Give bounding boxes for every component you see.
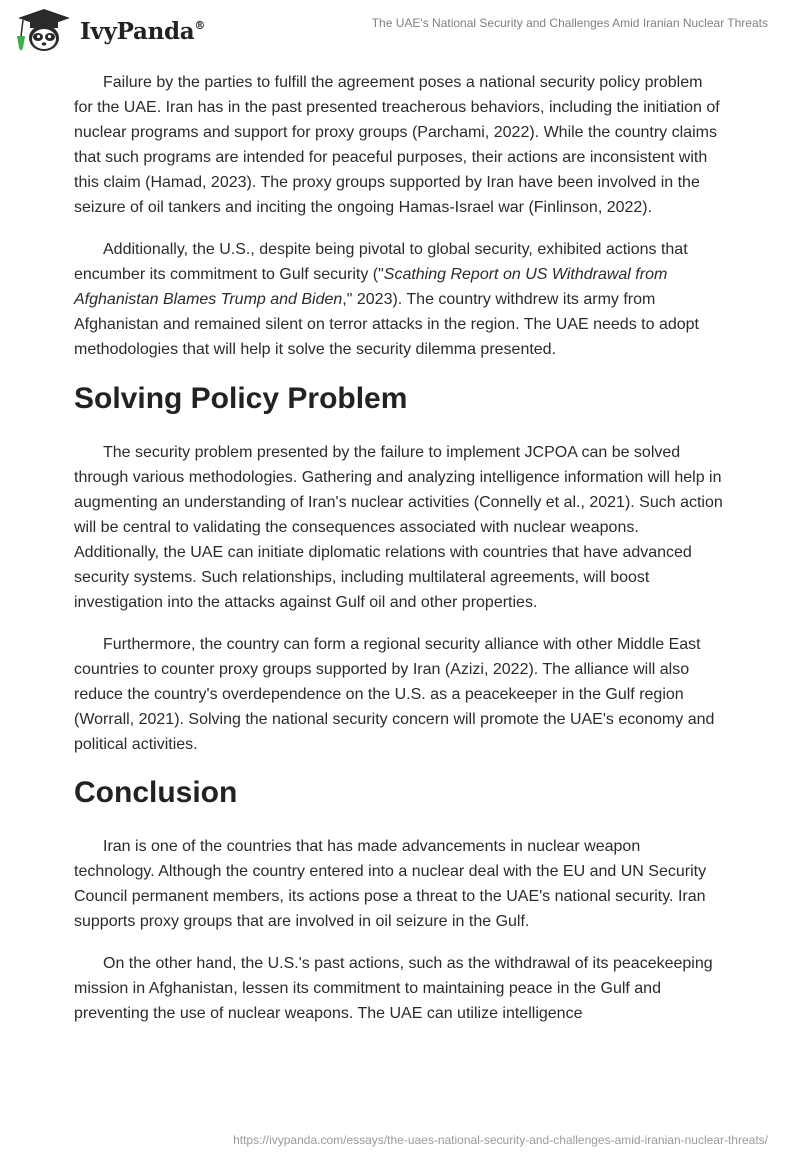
heading-conclusion: Conclusion (74, 776, 238, 809)
heading-solving-policy-problem: Solving Policy Problem (74, 382, 408, 415)
panda-graduate-icon (14, 8, 76, 52)
paragraph-1: Failure by the parties to fulfill the agreement poses a national security policy problem for the UAE. Iran has in the past presented treacherous behaviors, including the initiation of nuclear programs and support for proxy groups (Parchami, 2022). While the country claims that such programs are intended for peaceful purposes, their actions are inconsistent with this claim (Hamad, 2023). The proxy groups supported by Iran have been involved in the seizure of oil tankers and inciting the ongoing Hamas-Israel war (Finlinson, 2022). (74, 74, 720, 216)
source-url[interactable]: https://ivypanda.com/essays/the-uaes-national-security-and-challenges-amid-iranian-nuclear-threats/ (233, 1133, 768, 1147)
cited-report-title: Scathing Report on US Withdrawal from Afghanistan Blames Trump and Biden (74, 266, 668, 308)
registered-mark: ® (194, 19, 206, 32)
paragraph-3: The security problem presented by the failure to implement JCPOA can be solved through various methodologies. Gathering and analyzing intelligence information will help in augmenting an understanding of Iran's nuclear activities (Connelly et al., 2021). Such action will be central to validating the consequences associated with nuclear weapons. Additionally, the UAE can initiate diplomatic relations with countries that have advanced security systems. Such relationships, including multilateral agreements, will boost investigation into the attacks against Gulf oil and other properties. (74, 444, 723, 611)
article-body (74, 70, 724, 1043)
document-title: The UAE's National Security and Challenges Amid Iranian Nuclear Threats (371, 16, 768, 30)
page-header (0, 0, 800, 60)
paragraph-2-text-end: ," 2023). The country withdrew its army from Afghanistan and remained silent on terror attacks in the region. The UAE needs to adopt methodologies that will help it solve the security dilemma presented. (74, 291, 699, 358)
paragraph-2-text-start: Additionally, the U.S., despite being pivotal to global security, exhibited actions that encumber its commitment to Gulf security (" (74, 241, 688, 283)
ivypanda-logo[interactable] (14, 8, 214, 54)
brand-name: IvyPanda® (80, 18, 206, 45)
paragraph-4: Furthermore, the country can form a regional security alliance with other Middle East countries to counter proxy groups supported by Iran (Azizi, 2022). The alliance will also reduce the country's overdependence on the U.S. as a peacekeeper in the Gulf region (Worrall, 2021). Solving the national security concern will promote the UAE's economy and political activities. (74, 636, 715, 753)
paragraph-2 (74, 237, 724, 362)
paragraph-6: On the other hand, the U.S.'s past actions, such as the withdrawal of its peacekeeping mission in Afghanistan, lessen its commitment to maintaining peace in the Gulf and preventing the use of nuclear weapons. The UAE can utilize intelligence (74, 955, 713, 1022)
paragraph-5: Iran is one of the countries that has made advancements in nuclear weapon technology. Although the country entered into a nuclear deal with the EU and UN Security Council permanent members, its actions pose a threat to the UAE's national security. Iran supports proxy groups that are involved in oil seizure in the Gulf. (74, 838, 707, 930)
